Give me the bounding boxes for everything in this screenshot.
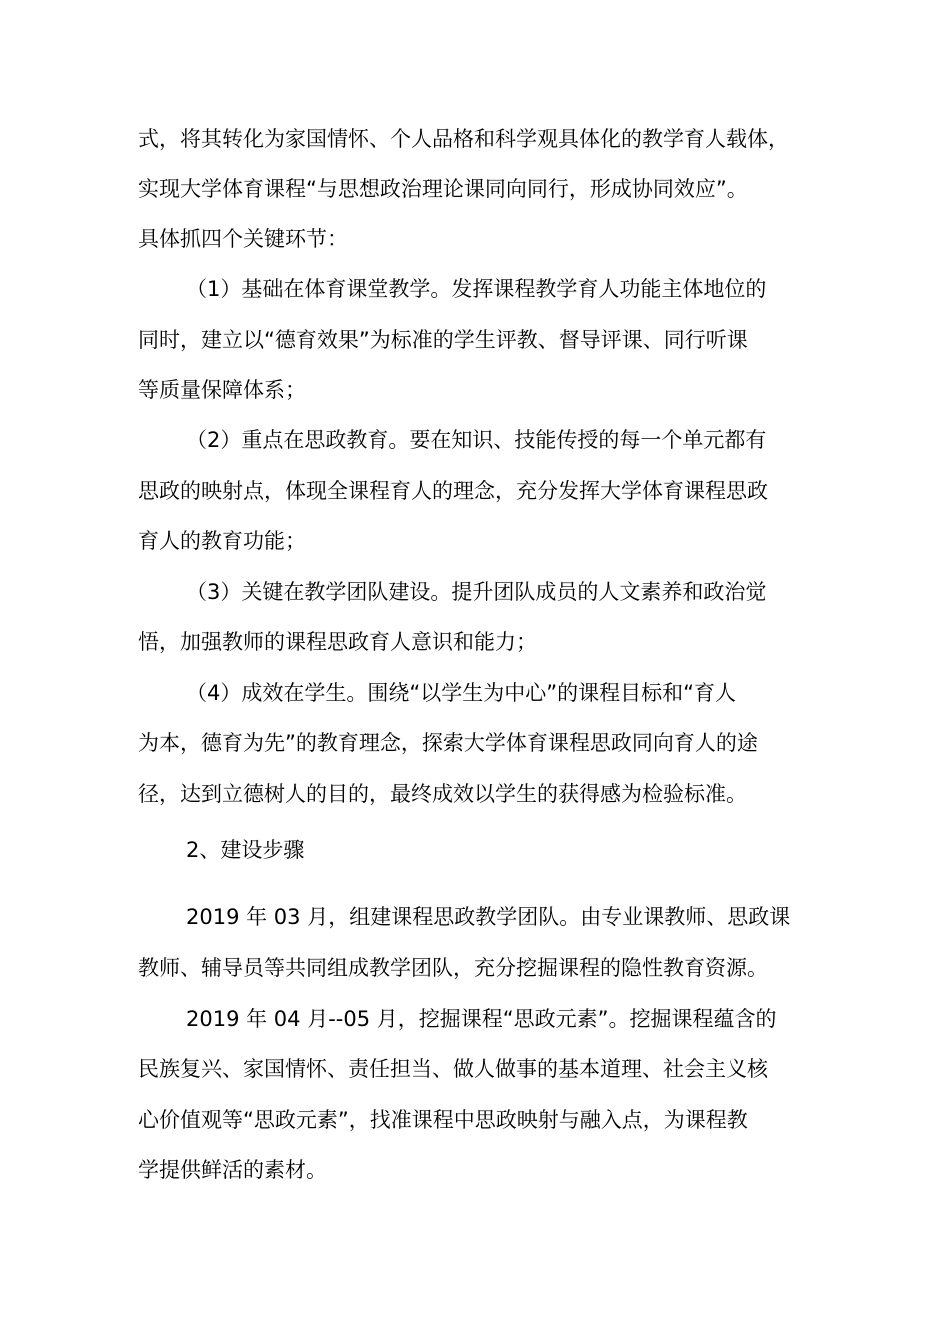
paragraph-item-3-line: （3）关键在教学团队建设。提升团队成员的人文素养和政治觉 bbox=[186, 580, 767, 604]
text-line: 育人的教育功能； bbox=[138, 529, 306, 553]
paragraph-item-2-line: （2）重点在思政教育。要在知识、技能传授的每一个单元都有 bbox=[186, 428, 767, 452]
timeline-entry-line: 2019 年 03 月，组建课程思政教学团队。由专业课教师、思政课 bbox=[186, 905, 791, 929]
text-line: 具体抓四个关键环节： bbox=[138, 227, 348, 251]
section-heading: 2、建设步骤 bbox=[186, 838, 305, 862]
text-line: 同时，建立以“德育效果”为标准的学生评教、督导评课、同行听课 bbox=[138, 328, 748, 352]
text-line: 实现大学体育课程“与思想政治理论课同向同行，形成协同效应”。 bbox=[138, 177, 748, 201]
text-line: 式，将其转化为家国情怀、个人品格和科学观具体化的教学育人载体， bbox=[138, 127, 789, 151]
text-line: 悟，加强教师的课程思政育人意识和能力； bbox=[138, 630, 537, 654]
paragraph-item-1-line: （1）基础在体育课堂教学。发挥课程教学育人功能主体地位的 bbox=[186, 277, 767, 301]
text-line: 为本，德育为先”的教育理念，探索大学体育课程思政同向育人的途 bbox=[138, 731, 758, 755]
timeline-entry-line: 2019 年 04 月--05 月，挖掘课程“思政元素”。挖掘课程蕴含的 bbox=[186, 1007, 777, 1031]
text-line: 思政的映射点，体现全课程育人的理念，充分发挥大学体育课程思政 bbox=[138, 479, 768, 503]
paragraph-item-4-line: （4）成效在学生。围绕“以学生为中心”的课程目标和“育人 bbox=[186, 681, 736, 705]
text-line: 心价值观等“思政元素”，找准课程中思政映射与融入点，为课程教 bbox=[138, 1108, 748, 1132]
text-line: 教师、辅导员等共同组成教学团队，充分挖掘课程的隐性教育资源。 bbox=[138, 956, 768, 980]
text-line: 学提供鲜活的素材。 bbox=[138, 1158, 327, 1182]
text-line: 民族复兴、家国情怀、责任担当、做人做事的基本道理、社会主义核 bbox=[138, 1057, 768, 1081]
text-line: 等质量保障体系； bbox=[138, 378, 306, 402]
text-line: 径，达到立德树人的目的，最终成效以学生的获得感为检验标准。 bbox=[138, 782, 747, 806]
